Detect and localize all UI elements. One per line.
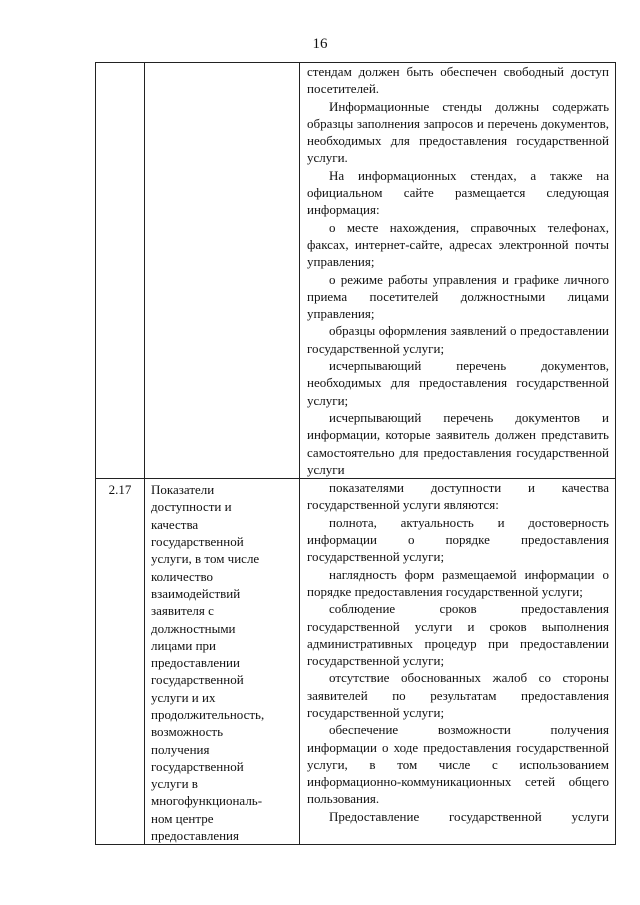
paragraph: полнота, актуальность и достоверность информации о порядке предоставления государственной услуги; xyxy=(307,514,609,565)
name-line: заявителя с xyxy=(151,603,214,619)
name-line: государственной xyxy=(151,534,244,550)
name-line: государственной xyxy=(151,672,244,688)
paragraph: исчерпывающий перечень документов, необходимых для предоставления государственной услуги; xyxy=(307,358,609,408)
paragraph: На информационных стендах, а также на официальном сайте размещается следующая информация: xyxy=(307,167,609,218)
paragraph: стендам должен быть обеспечен свободный доступ посетителей. xyxy=(307,64,609,97)
paragraph: исчерпывающий перечень документов и информации, которые заявитель должен представить самостоятельно для предоставления государственной услуги xyxy=(307,409,609,477)
name-line: многофункциональ- xyxy=(151,793,263,809)
name-line: получения xyxy=(151,741,210,757)
number-cell xyxy=(96,63,145,479)
name-line: возможность xyxy=(151,724,224,740)
content-cell xyxy=(300,63,616,479)
name-line: предоставления xyxy=(151,828,239,844)
paragraph: Информационные стенды должны содержать образцы заполнения запросов и перечень документов, необходимых для предоставления государственной услуги. xyxy=(307,98,609,166)
paragraph: образцы оформления заявлений о предоставлении государственной услуги; xyxy=(307,323,609,356)
name-line: Показатели xyxy=(151,482,215,498)
name-cell xyxy=(145,479,300,845)
paragraph: обеспечение возможности получения информации о ходе предоставления государственной услуги, в том числе с использованием информационно-коммуникационных сетей общего пользования. xyxy=(307,722,609,807)
name-line: должностными xyxy=(151,620,236,636)
name-line: услуги и их xyxy=(151,689,216,705)
paragraph: показателями доступности и качества государственной услуги являются: xyxy=(307,480,609,513)
name-line: предоставлении xyxy=(151,655,240,671)
paragraph: о месте нахождения, справочных телефонах, факсах, интернет-сайте, адресах электронной почты управления; xyxy=(307,219,609,270)
name-line: ном центре xyxy=(151,810,214,826)
paragraph: Предоставление государственной услуги xyxy=(329,808,609,824)
name-line: количество xyxy=(151,568,214,584)
table-row xyxy=(96,479,616,845)
name-line: продолжительность, xyxy=(151,706,265,722)
name-line: качества xyxy=(151,516,199,532)
name-line: доступности и xyxy=(151,499,232,515)
paragraph: о режиме работы управления и графике личного приема посетителей должностными лицами управления; xyxy=(307,271,609,322)
paragraph: отсутствие обоснованных жалоб со стороны заявителей по результатам предоставления государственной услуги; xyxy=(307,670,609,720)
name-line: государственной xyxy=(151,758,244,774)
paragraph: соблюдение сроков предоставления государственной услуги и сроков выполнения административных процедур при предоставлении государственной услуги; xyxy=(307,601,609,669)
name-line: услуги в xyxy=(151,776,198,792)
page-number: 16 xyxy=(312,36,328,52)
name-line: лицами при xyxy=(151,637,217,653)
table-row xyxy=(96,63,616,479)
regulation-table xyxy=(95,62,616,845)
content-cell xyxy=(300,479,616,845)
number-cell: 2.17 xyxy=(96,479,145,845)
name-cell xyxy=(145,63,300,479)
name-line: услуги, в том числе xyxy=(151,551,260,567)
name-line: взаимодействий xyxy=(151,585,241,601)
paragraph: наглядность форм размещаемой информации о порядке предоставления государственной услуги; xyxy=(307,566,609,599)
